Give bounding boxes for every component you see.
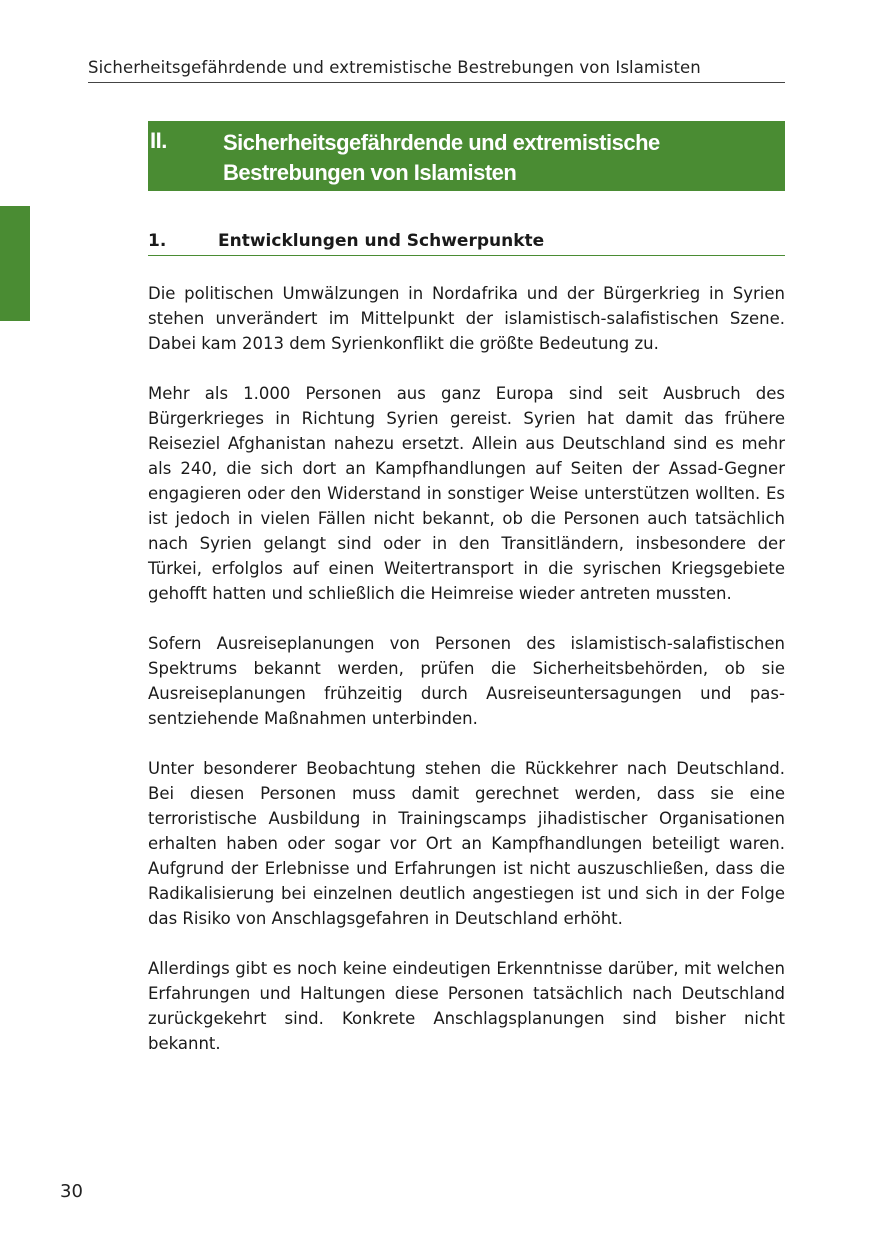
section-number: 1. <box>148 231 167 251</box>
chapter-banner <box>148 121 785 191</box>
body-text <box>148 281 785 1081</box>
chapter-title-line2: Bestrebungen von Islamisten <box>223 160 517 185</box>
paragraph: Allerdings gibt es noch keine eindeutigen Erkenntnisse darüber, mit welchen Erfahrungen und Haltungen diese Personen tatsächlich nach Deutschland zurückgekehrt sind. Konkrete Anschlagsplanungen sind bisher nicht bekannt. <box>148 959 785 1053</box>
paragraph: Sofern Ausreiseplanungen von Personen des islamistisch-salafistischen Spektrums bekannt werden, prüfen die Sicherheitsbehörden, ob sie Ausreiseplanungen frühzeitig durch Ausreiseuntersagungen und passentziehende Maßnahmen unterbinden. <box>148 634 785 728</box>
chapter-number: II. <box>150 128 167 153</box>
paragraph: Die politischen Umwälzungen in Nordafrika und der Bürgerkrieg in Syrien stehen unverändert im Mittelpunkt der islamistisch-salafistischen Szene. Dabei kam 2013 dem Syrienkonflikt die größte Bedeutung zu. <box>148 284 785 353</box>
section-heading <box>148 230 785 256</box>
paragraph: Mehr als 1.000 Personen aus ganz Europa sind seit Ausbruch des Bürgerkrieges in Richtung Syrien gereist. Syrien hat damit das frühere Reiseziel Afghanistan nahezu ersetzt. Allein aus Deutschland sind es mehr als 240, die sich dort an Kampfhandlungen auf Seiten der Assad-Gegner engagieren oder den Widerstand in sonstiger Weise unterstützen wollten. Es ist jedoch in vielen Fällen nicht bekannt, ob die Personen auch tatsächlich nach Syrien gelangt sind oder in den Transitländern, insbesondere der Türkei, erfolglos auf einen Weitertransport in die syrischen Kriegsgebiete gehofft hatten und schließlich die Heimreise wieder antreten mussten. <box>148 384 785 603</box>
chapter-side-tab <box>0 206 30 321</box>
section-title: Entwicklungen und Schwerpunkte <box>218 231 545 251</box>
chapter-title-line1: Sicherheitsgefährdende und extremistische <box>223 130 660 155</box>
paragraph: Unter besonderer Beobachtung stehen die Rückkehrer nach Deutschland. Bei diesen Personen muss damit gerechnet werden, dass sie eine terroristische Ausbildung in Trainingscamps jihadistischer Organisationen erhalten haben oder sogar vor Ort an Kampfhandlungen beteiligt waren. Aufgrund der Erlebnisse und Erfahrungen ist nicht auszuschließen, dass die Radikalisierung bei einzelnen deutlich angestiegen ist und sich in der Folge das Risiko von Anschlagsgefahren in Deutschland erhöht. <box>148 759 785 928</box>
page-number: 30 <box>60 1181 83 1202</box>
running-header: Sicherheitsgefährdende und extremistische Bestrebungen von Islamisten <box>88 58 701 77</box>
header-rule <box>88 82 785 83</box>
chapter-title <box>223 128 660 188</box>
